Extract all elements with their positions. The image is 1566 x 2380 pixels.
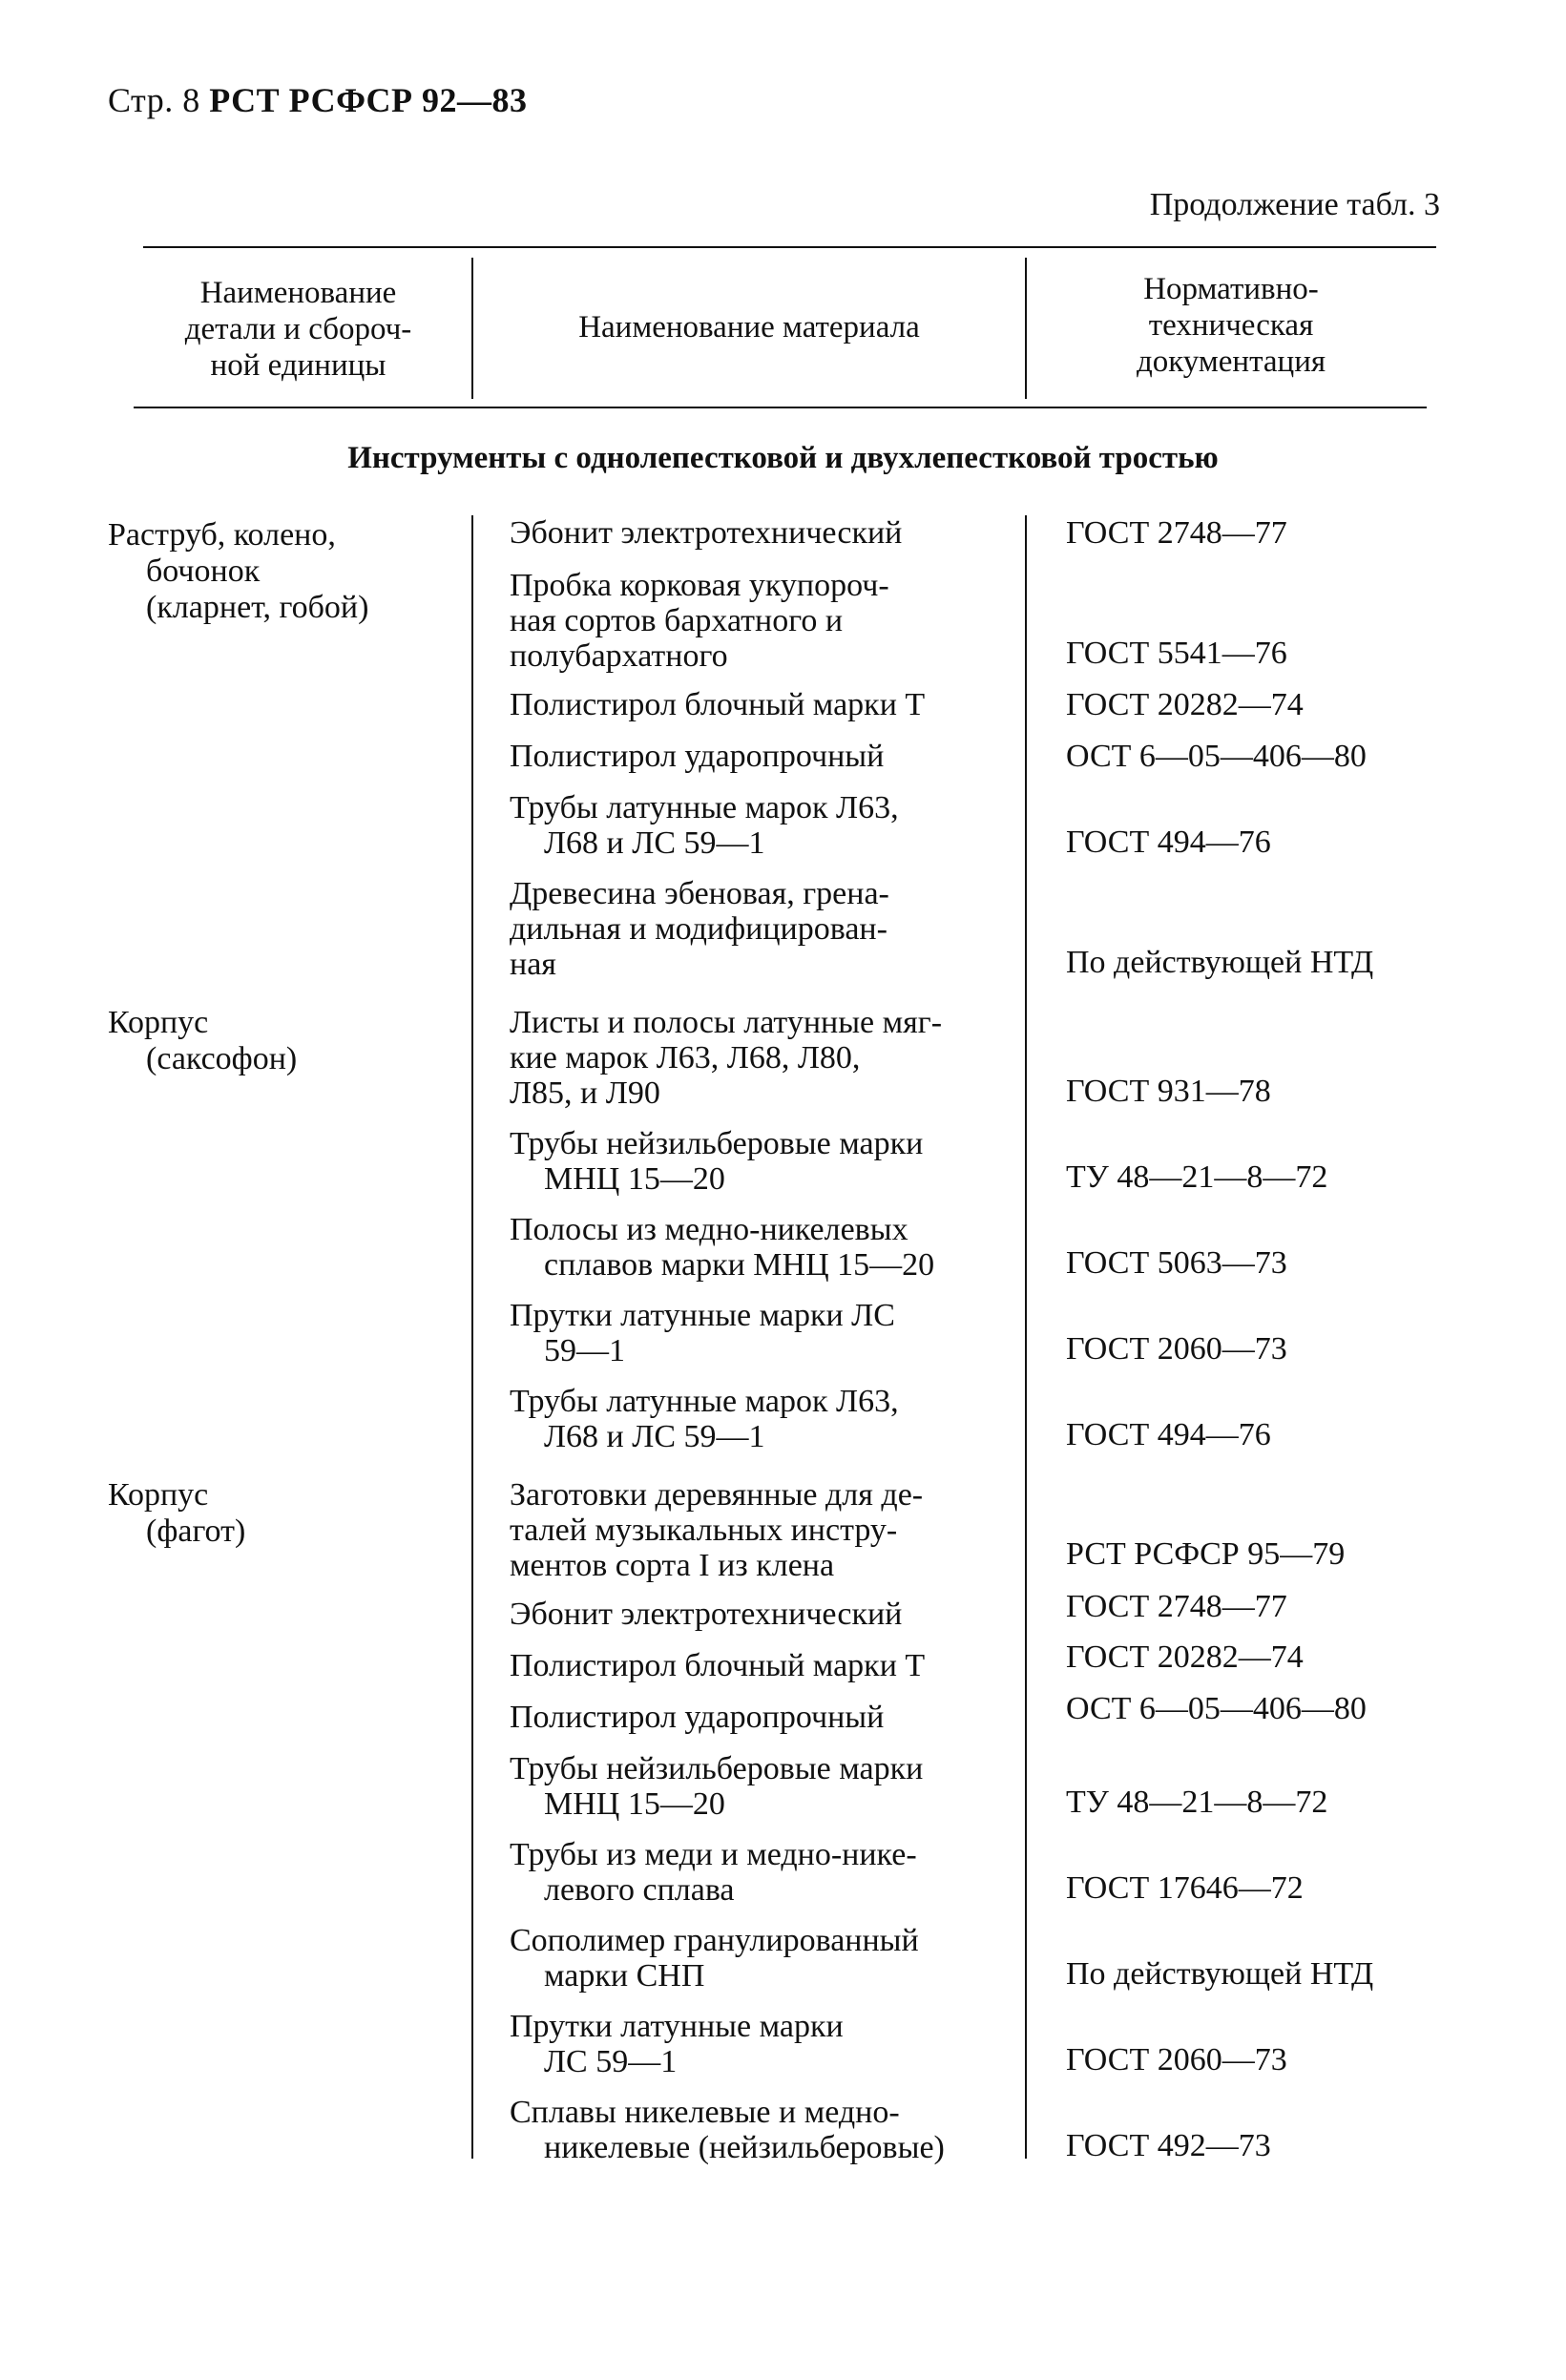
document-cell: ГОСТ 5063—73 (1066, 1245, 1287, 1281)
material-line: Трубы нейзильберовые марки (510, 1126, 924, 1161)
material-line: Полистирол ударопрочный (510, 1700, 885, 1735)
material-line: ная (510, 947, 556, 982)
header-document (1031, 271, 1431, 380)
table-continuation-label: Продолжение табл. 3 (1149, 187, 1440, 222)
document-cell: ГОСТ 5541—76 (1066, 636, 1287, 671)
part-name (108, 517, 368, 626)
page-number: Стр. 8 (108, 81, 200, 119)
material-cell (510, 1212, 1025, 1283)
material-line: МНЦ 15—20 (544, 1161, 725, 1197)
part-name (108, 1005, 297, 1077)
material-line: ЛС 59—1 (544, 2044, 678, 2079)
document-cell: ГОСТ 17646—72 (1066, 1870, 1304, 1906)
material-cell (510, 790, 1025, 861)
document-cell: РСТ РСФСР 95—79 (1066, 1536, 1346, 1572)
document-cell: ГОСТ 20282—74 (1066, 1639, 1304, 1675)
material-cell (510, 876, 1025, 982)
document-cell: ГОСТ 2060—73 (1066, 1331, 1287, 1367)
body-divider-1 (471, 515, 473, 2159)
material-line: Прутки латунные марки ЛС (510, 1298, 895, 1333)
header-divider-2 (1025, 258, 1027, 399)
part-name-line: (кларнет, гобой) (146, 590, 369, 625)
material-cell (510, 568, 1025, 674)
material-cell (510, 1923, 1025, 1994)
material-line: Заготовки деревянные для де- (510, 1477, 924, 1513)
document-cell: ОСТ 6—05—406—80 (1066, 1691, 1367, 1726)
header-document-line: документация (1136, 344, 1326, 379)
material-line: Полистирол блочный марки Т (510, 687, 926, 722)
material-line: дильная и модифицирован- (510, 911, 887, 947)
header-divider-1 (471, 258, 473, 399)
material-line: Трубы из меди и медно-нике- (510, 1837, 917, 1872)
document-cell: ГОСТ 2748—77 (1066, 515, 1287, 551)
document-cell: ГОСТ 494—76 (1066, 825, 1271, 860)
part-name-line: (саксофон) (146, 1041, 298, 1076)
material-line: Древесина эбеновая, грена- (510, 876, 889, 911)
document-cell: ТУ 48—21—8—72 (1066, 1159, 1328, 1195)
document-cell: ГОСТ 931—78 (1066, 1074, 1271, 1109)
header-part (134, 275, 463, 384)
part-name-line: Раструб, колено, (108, 517, 336, 553)
material-line: Прутки латунные марки (510, 2009, 844, 2044)
page-header (108, 80, 528, 120)
material-cell (510, 687, 1025, 722)
material-line: Эбонит электротехнический (510, 515, 903, 551)
part-name (108, 1477, 245, 1550)
document-cell: По действующей НТД (1066, 945, 1374, 980)
material-line: Листы и полосы латунные мяг- (510, 1005, 943, 1040)
material-line: Полистирол ударопрочный (510, 739, 885, 774)
header-document-line: техническая (1148, 308, 1314, 343)
material-line: Л68 и ЛС 59—1 (544, 1419, 765, 1454)
standard-code: РСТ РСФСР 92—83 (209, 81, 528, 119)
header-bottom-rule (134, 407, 1427, 408)
material-cell (510, 1837, 1025, 1908)
material-line: Трубы нейзильберовые марки (510, 1751, 924, 1786)
material-line: Полистирол блочный марки Т (510, 1648, 926, 1683)
document-cell: ОСТ 6—05—406—80 (1066, 739, 1367, 774)
header-document-line: Нормативно- (1143, 272, 1319, 306)
part-name-line: (фагот) (146, 1514, 246, 1549)
material-cell (510, 1597, 1025, 1632)
document-cell: ГОСТ 2748—77 (1066, 1589, 1287, 1624)
material-line: талей музыкальных инстру- (510, 1513, 898, 1548)
material-line: Эбонит электротехнический (510, 1597, 903, 1632)
material-cell (510, 1384, 1025, 1454)
material-line: полубархатного (510, 638, 728, 674)
table-top-rule (143, 246, 1436, 248)
material-line: Пробка корковая укупороч- (510, 568, 889, 603)
document-cell: ГОСТ 494—76 (1066, 1417, 1271, 1452)
material-cell (510, 1477, 1025, 1583)
material-line: никелевые (нейзильберовые) (544, 2130, 945, 2165)
material-cell (510, 1298, 1025, 1368)
material-cell (510, 1700, 1025, 1735)
document-cell: ГОСТ 492—73 (1066, 2128, 1271, 2163)
material-cell (510, 2095, 1025, 2165)
material-line: Трубы латунные марок Л63, (510, 1384, 899, 1419)
material-line: МНЦ 15—20 (544, 1786, 725, 1822)
material-line: Сплавы никелевые и медно- (510, 2095, 900, 2130)
section-title: Инструменты с однолепестковой и двухлепестковой тростью (347, 441, 1219, 475)
document-cell: ТУ 48—21—8—72 (1066, 1785, 1328, 1820)
material-line: Л85, и Л90 (510, 1075, 660, 1111)
material-line: ная сортов бархатного и (510, 603, 844, 638)
header-part-line: ной единицы (210, 348, 386, 383)
material-cell (510, 739, 1025, 774)
material-line: кие марок Л63, Л68, Л80, (510, 1040, 861, 1075)
material-cell (510, 1751, 1025, 1822)
material-line: 59—1 (544, 1333, 625, 1368)
header-part-line: детали и сбороч- (184, 312, 412, 346)
material-cell (510, 1126, 1025, 1197)
material-cell (510, 2009, 1025, 2079)
material-cell (510, 515, 1025, 551)
material-line: Трубы латунные марок Л63, (510, 790, 899, 825)
material-line: сплавов марки МНЦ 15—20 (544, 1247, 935, 1283)
part-name-line: Корпус (108, 1005, 209, 1040)
document-cell: По действующей НТД (1066, 1956, 1374, 1992)
header-material: Наименование материала (578, 310, 920, 344)
material-cell (510, 1005, 1025, 1111)
material-line: Сополимер гранулированный (510, 1923, 919, 1958)
document-cell: ГОСТ 2060—73 (1066, 2042, 1287, 2077)
material-line: Полосы из медно-никелевых (510, 1212, 908, 1247)
body-divider-2 (1025, 515, 1027, 2159)
material-line: марки СНП (544, 1958, 705, 1994)
header-part-line: Наименование (199, 276, 397, 310)
document-cell: ГОСТ 20282—74 (1066, 687, 1304, 722)
material-line: Л68 и ЛС 59—1 (544, 825, 765, 861)
material-cell (510, 1648, 1025, 1683)
material-line: ментов сорта I из клена (510, 1548, 835, 1583)
part-name-line: бочонок (146, 553, 261, 589)
material-line: левого сплава (544, 1872, 735, 1908)
part-name-line: Корпус (108, 1477, 209, 1513)
